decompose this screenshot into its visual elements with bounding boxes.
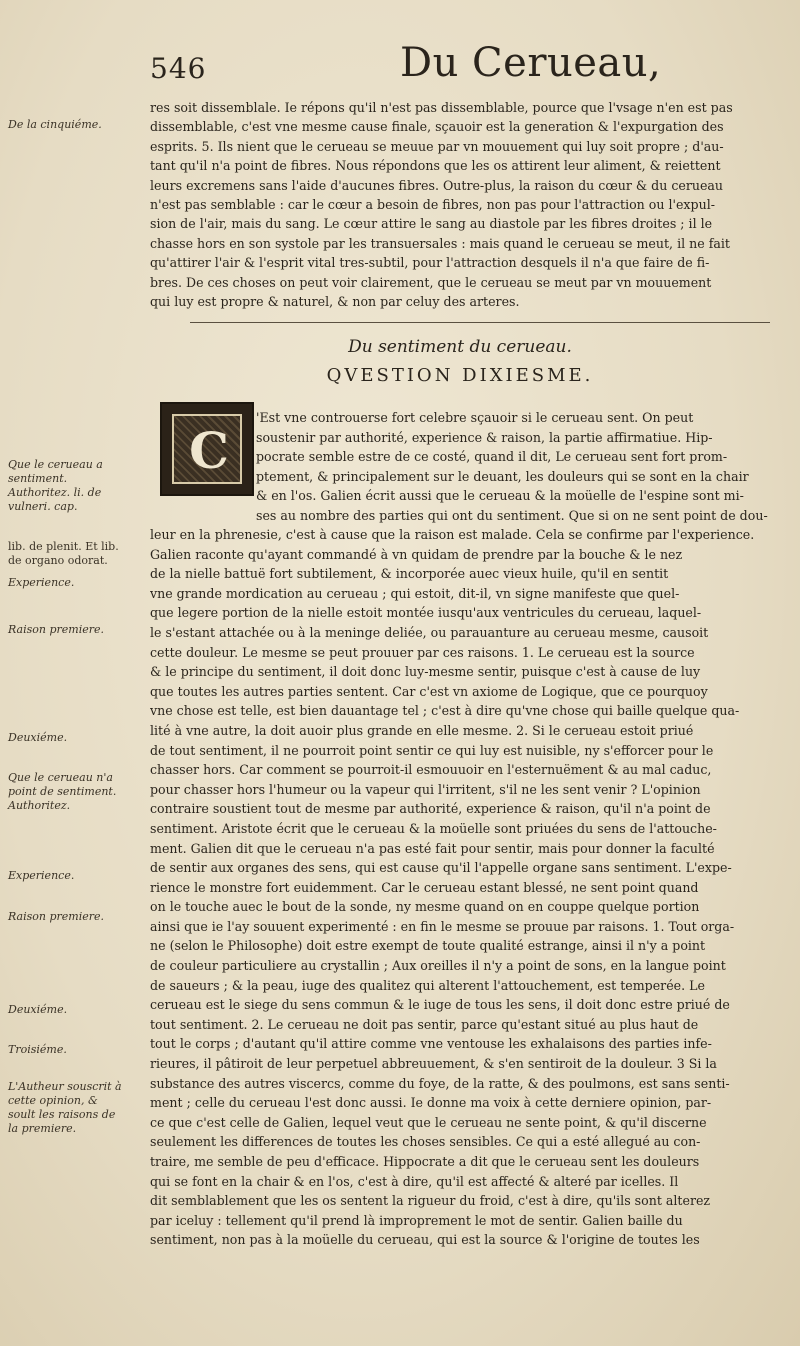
- section-divider: [190, 322, 770, 323]
- text-line: ne (selon le Philosophe) doit estre exempt de toute qualité estrange, ainsi il n'y a point: [150, 938, 706, 954]
- text-line: qu'attirer l'air & l'esprit vital tres-subtil, pour l'attraction desquels il n'a que faire de fi-: [150, 255, 710, 271]
- text-line: lité à vne autre, la doit auoir plus grande en elle mesme. 2. Si le cerueau estoit priué: [150, 722, 694, 738]
- ornamental-drop-cap: [160, 402, 254, 496]
- margin-note: L'Autheur souscrit à cette opinion, & soult les raisons de la premiere.: [8, 1080, 122, 1135]
- text-line: ment ; celle du cerueau l'est donc aussi. Ie donne ma voix à cette derniere opinion, par-: [150, 1095, 712, 1111]
- text-line: vne grande mordication au cerueau ; qui estoit, dit-il, vn signe manifeste que quel-: [150, 585, 680, 601]
- text-line: par iceluy : tellement qu'il prend là improprement le mot de sentir. Galien baille du: [150, 1212, 683, 1228]
- page-header: [150, 40, 780, 92]
- text-line: leurs excremens sans l'aide d'aucunes fibres. Outre-plus, la raison du cœur & du cerueau: [150, 177, 724, 193]
- text-block-previous-question: [150, 98, 790, 311]
- margin-note: Raison premiere.: [8, 910, 104, 923]
- text-line: esprits. 5. Ils nient que le cerueau se meuue par vn mouuement qui luy soit propre ; d'au-: [150, 138, 724, 154]
- text-line: cette douleur. Le mesme se peut prouuer par ces raisons. 1. Le cerueau est la source: [150, 644, 695, 660]
- text-line: tout sentiment. 2. Le cerueau ne doit pas sentir, parce qu'estant situé au plus haut de: [150, 1016, 699, 1032]
- text-block-question-ten: [256, 408, 790, 526]
- text-line: ptement, & principalement sur le deuant, les douleurs qui se sont en la chair: [256, 468, 749, 484]
- question-heading: QVESTION DIXIESME.: [326, 365, 594, 386]
- text-line: seulement les differences de toutes les choses sensibles. Ce qui a esté allegué au con-: [150, 1134, 701, 1150]
- text-line: dit semblablement que les os sentent la rigueur du froid, c'est à dire, qu'ils sont alterez: [150, 1193, 711, 1209]
- text-line: ainsi que ie l'ay souuent experimenté : en fin le mesme se prouue par raisons. 1. Tout orga-: [150, 918, 735, 934]
- text-line: pour chasser hors l'humeur ou la vapeur qui l'irritent, s'il ne les sent venir ? L'opinion: [150, 781, 701, 797]
- text-line: de tout sentiment, il ne pourroit point sentir ce qui luy est nuisible, ny s'efforcer pour le: [150, 742, 714, 758]
- text-line: chasse hors en son systole par les transuersales : mais quand le cerueau se meut, il ne fait: [150, 235, 730, 251]
- text-line: tant qu'il n'a point de fibres. Nous répondons que les os attirent leur aliment, & reiettent: [150, 158, 721, 174]
- margin-note: lib. de plenit. Et lib. de organo odorat.: [8, 540, 119, 567]
- margin-note: Raison premiere.: [8, 623, 104, 636]
- text-line: qui luy est propre & naturel, & non par celuy des arteres.: [150, 293, 520, 309]
- text-line: Galien raconte qu'ayant commandé à vn quidam de prendre par la bouche & le nez: [150, 546, 683, 562]
- margin-note: De la cinquiéme.: [8, 118, 102, 131]
- margin-note: Experience.: [8, 869, 75, 882]
- margin-note: Deuxiéme.: [8, 1003, 68, 1016]
- text-line: que legere portion de la nielle estoit montée iusqu'aux ventricules du cerueau, laquel-: [150, 605, 702, 621]
- text-line: ment. Galien dit que le cerueau n'a pas esté fait pour sentir, mais pour donner la faculté: [150, 840, 715, 856]
- page-number: 546: [150, 52, 207, 85]
- text-line: leur en la phrenesie, c'est à cause que la raison est malade. Cela se confirme par l'experience.: [150, 527, 755, 542]
- margin-note: Troisiéme.: [8, 1043, 67, 1056]
- text-line: res soit dissemblale. Ie répons qu'il n'est pas dissemblable, pource que l'vsage n'en est pas: [150, 100, 733, 115]
- margin-note: Que le cerueau n'a point de sentiment. Authoritez.: [8, 771, 117, 812]
- margin-note: Experience.: [8, 576, 75, 589]
- margin-note: Que le cerueau a sentiment. Authoritez. li. de vulneri. cap.: [8, 458, 103, 513]
- text-line: ses au nombre des parties qui ont du sentiment. Que si on ne sent point de dou-: [256, 507, 768, 523]
- text-line: sentiment. Aristote écrit que le cerueau & la moüelle sont priuées du sens de l'attouche-: [150, 820, 717, 836]
- text-block-question-ten-cont: [150, 525, 790, 1250]
- text-line: pocrate semble estre de ce costé, quand il dit, Le cerueau sent fort prom-: [256, 449, 728, 465]
- text-line: de sentir aux organes des sens, qui est cause qu'il l'appelle organe sans sentiment. L'expe-: [150, 860, 732, 876]
- text-line: de saueurs ; & la peau, iuge des qualitez qui alterent l'attouchement, est temperée. Le: [150, 977, 705, 993]
- text-line: ce que c'est celle de Galien, lequel veut que le cerueau ne sente point, & qu'il discerne: [150, 1114, 707, 1130]
- text-line: 'Est vne controuerse fort celebre sçauoir si le cerueau sent. On peut: [256, 410, 694, 425]
- text-line: bres. De ces choses on peut voir clairement, que le cerueau se meut par vn mouuement: [150, 274, 712, 290]
- text-line: cerueau est le siege du sens commun & le iuge de tous les sens, il doit donc estre priué de: [150, 997, 730, 1013]
- text-line: on le touche auec le bout de la sonde, ny mesme quand on en couppe quelque portion: [150, 899, 700, 915]
- text-line: tout le corps ; d'autant qu'il attire comme vne ventouse les exhalaisons des parties infe-: [150, 1036, 712, 1052]
- section-title: Du sentiment du cerueau.: [348, 337, 572, 357]
- text-line: de la nielle battuë fort subtilement, & incorporée auec vieux huile, qu'il en sentit: [150, 566, 669, 582]
- text-line: que toutes les autres parties sentent. Car c'est vn axiome de Logique, que ce pourquoy: [150, 683, 708, 699]
- text-line: chasser hors. Car comment se pourroit-il esmouuoir en l'esternuëment & au mal caduc,: [150, 762, 712, 778]
- text-line: substance des autres viscercs, comme du foye, de la ratte, & des poulmons, est sans senti-: [150, 1075, 730, 1091]
- drop-cap-letter: C: [189, 421, 229, 480]
- text-line: le s'estant attachée ou à la meninge deliée, ou parauanture au cerueau mesme, causoit: [150, 624, 709, 640]
- text-line: de couleur particuliere au crystallin ; Aux oreilles il n'y a point de sons, en la langue point: [150, 958, 726, 974]
- text-line: & en l'os. Galien écrit aussi que le cerueau & la moüelle de l'espine sont mi-: [256, 488, 744, 504]
- text-line: sion de l'air, mais du sang. Le cœur attire le sang au diastole par les fibres droites ; il le: [150, 216, 713, 232]
- text-line: rience le monstre fort euidemment. Car le cerueau estant blessé, ne sent point quand: [150, 879, 699, 895]
- text-line: contraire soustient tout de mesme par authorité, experience & raison, qu'il n'a point de: [150, 801, 711, 817]
- text-line: vne chose est telle, est bien dauantage tel ; c'est à dire qu'vne chose qui baille quelque qua-: [150, 703, 740, 719]
- ornament-frame: [172, 414, 242, 484]
- text-line: dissemblable, c'est vne mesme cause finale, sçauoir est la generation & l'expurgation des: [150, 119, 724, 135]
- text-line: soustenir par authorité, experience & raison, la partie affirmatiue. Hip-: [256, 429, 713, 445]
- margin-note: Deuxiéme.: [8, 731, 68, 744]
- running-title: Du Cerueau,: [400, 40, 662, 86]
- text-line: n'est pas semblable : car le cœur a besoin de fibres, non pas pour l'attraction ou l'expul-: [150, 196, 715, 212]
- text-line: qui se font en la chair & en l'os, c'est à dire, qu'il est affecté & alteré par icelles. Il: [150, 1173, 679, 1189]
- text-line: sentiment, non pas à la moüelle du cerueau, qui est la source & l'origine de toutes les: [150, 1232, 700, 1248]
- text-line: traire, me semble de peu d'efficace. Hippocrate a dit que le cerueau sent les douleurs: [150, 1154, 700, 1169]
- text-line: rieures, il pâtiroit de leur perpetuel abbreuuement, & s'en sentiroit de la douleur. 3 Si la: [150, 1056, 717, 1072]
- text-line: & le principe du sentiment, il doit donc luy-mesme sentir, puisque c'est à cause de luy: [150, 664, 701, 680]
